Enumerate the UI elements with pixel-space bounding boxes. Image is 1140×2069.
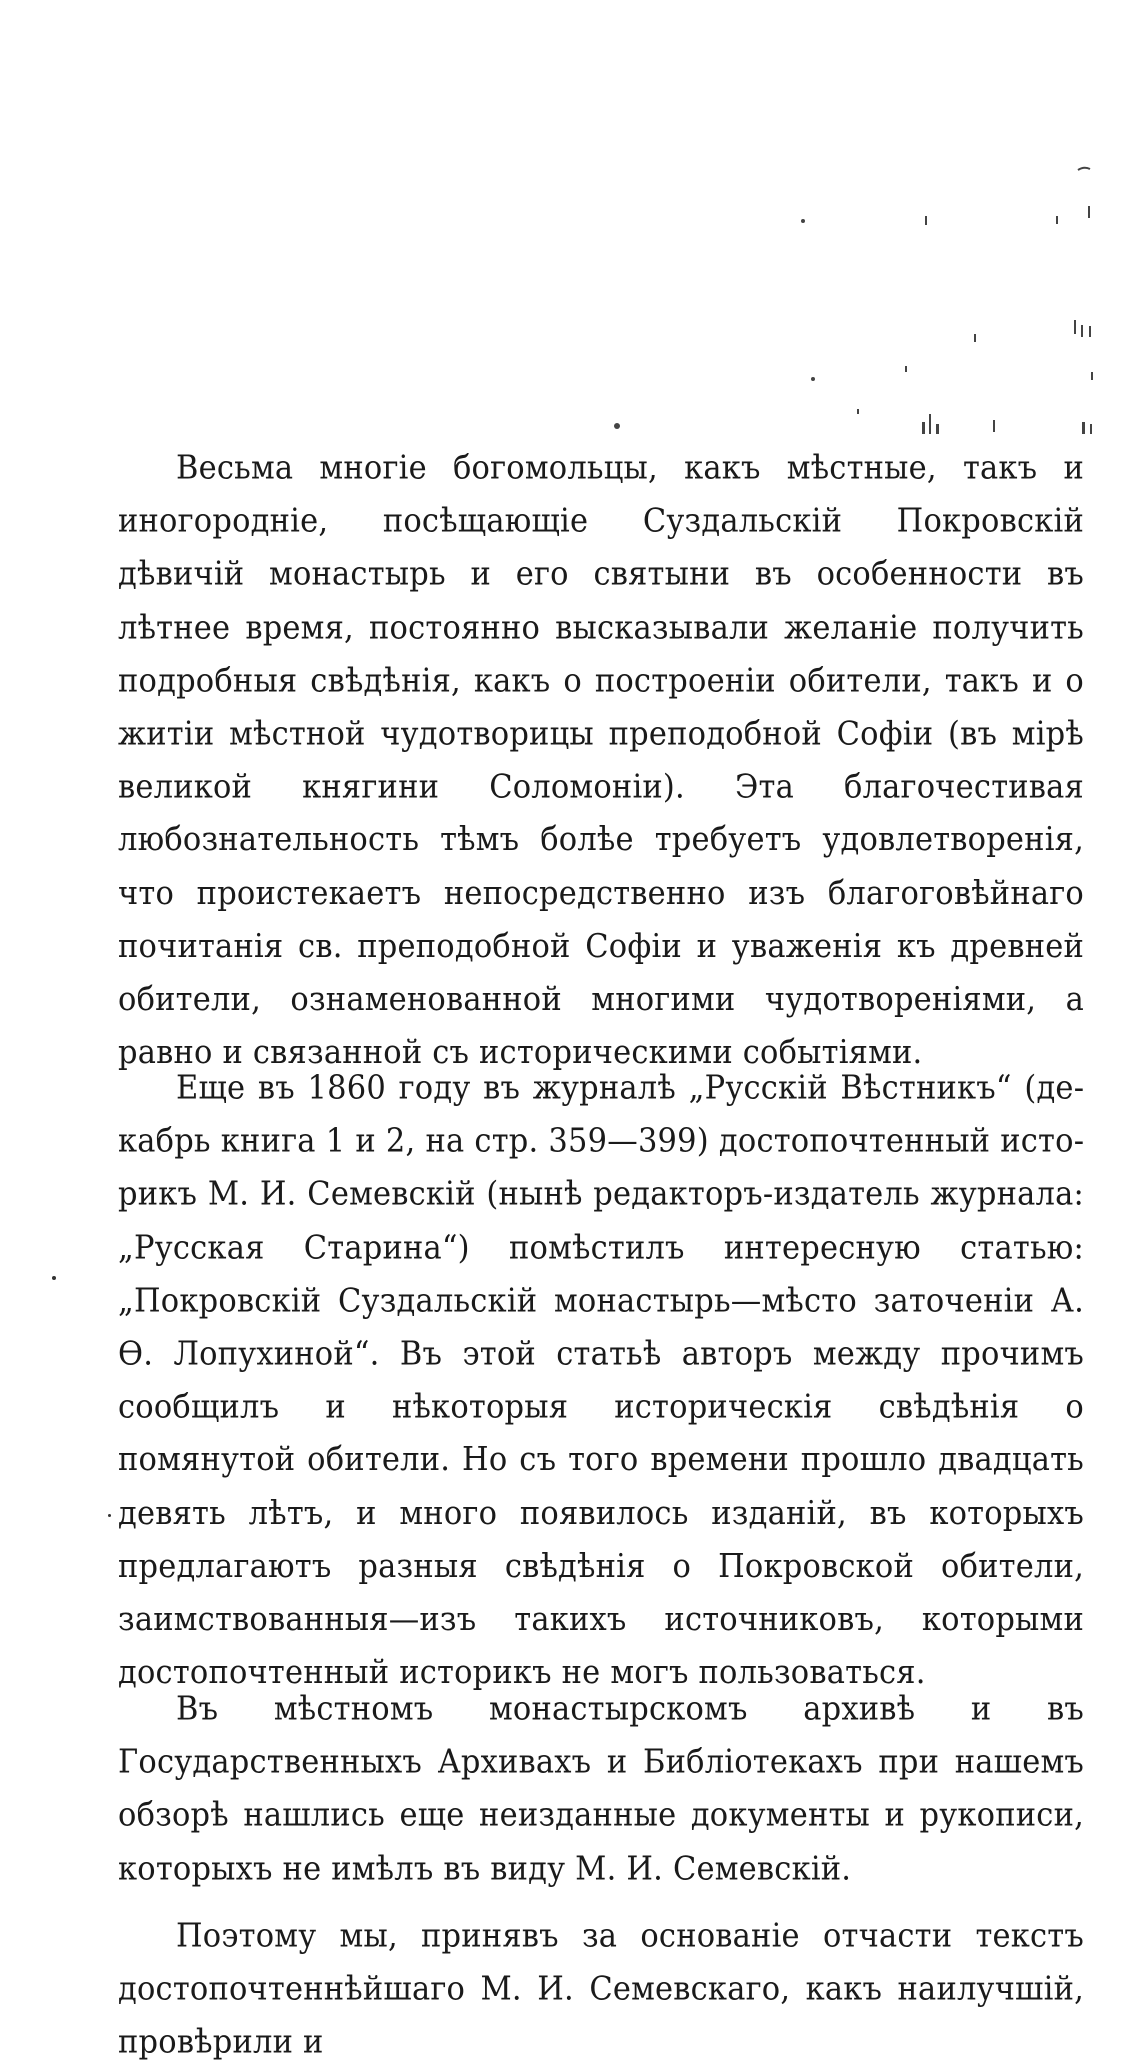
paragraph-1: Весьма многіе богомольцы, какъ мѣстные, такъ и иногородніе, посѣщающіе Суздальскій Покровскій дѣвичій монастырь и его святыни въ особенности въ лѣтнее время, постоянно высказывали желаніе получить подробныя свѣдѣнія, какъ о построеніи обители, такъ и о житіи мѣстной чудотворицы преподобной Софіи (въ мірѣ великой княгини Соломоніи). Эта благочестивая любознательность тѣмъ болѣе требуетъ удовлетворенія, что проистекаетъ непосредственно изъ благоговѣйнаго почитанія св. преподобной Софіи и уваженія къ древней обители, ознаменованной многими чудотвореніями, а равно и связанной съ историческими событіями. xyxy=(118,449,1084,1072)
margin-speck xyxy=(108,1514,111,1517)
margin-speck xyxy=(52,1276,56,1280)
paragraph-4: Поэтому мы, принявъ за основаніе отчасти текстъ достопочтеннѣйшаго М. И. Семевскаго, какъ наилучшій, провѣрили и xyxy=(118,1917,1084,2062)
body-text xyxy=(118,442,1084,2062)
scan-specks xyxy=(0,0,1140,460)
paragraph-3: Въ мѣстномъ монастырскомъ архивѣ и въ Государственныхъ Архивахъ и Библіотекахъ при нашемъ обзорѣ нашлись еще неизданные документы и рукописи, которыхъ не имѣлъ въ виду М. И. Семевскій. xyxy=(118,1690,1084,1888)
paragraph-2: Еще въ 1860 году въ журналѣ „Русскій Вѣстникъ“ (декабрь книга 1 и 2, на стр. 359—399) достопочтенный историкъ М. И. Семевскій (нынѣ редакторъ-издатель журнала: „Русская Старина“) помѣстилъ интересную статью: „Покровскій Суздальскій монастырь—мѣсто заточеніи А. Ѳ. Лопухиной“. Въ этой статьѣ авторъ между прочимъ сообщилъ и нѣкоторыя историческія свѣдѣнія о помянутой обители. Но съ того времени прошло двадцать девять лѣтъ, и много появилось изданій, въ которыхъ предлагаютъ разныя свѣдѣнія о Покровской обители, заимствованныя—изъ такихъ источниковъ, которыми достопочтенный историкъ не могъ пользоваться. xyxy=(118,1069,1084,1693)
